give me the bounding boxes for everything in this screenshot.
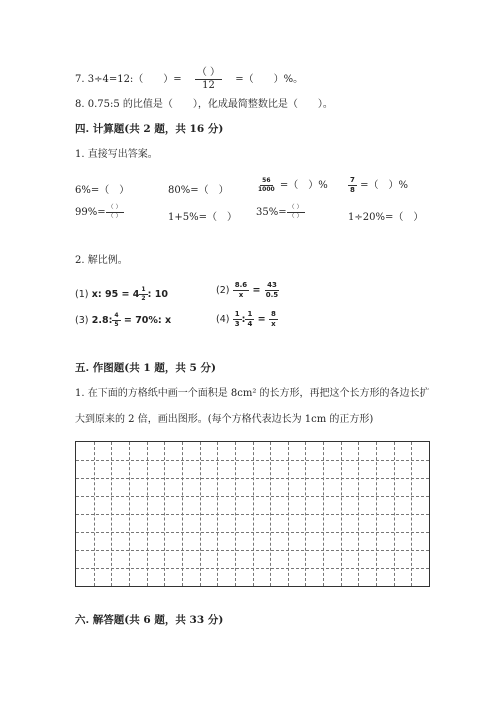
fraction-denominator: 5 <box>114 321 119 328</box>
proportion-label: (1) <box>75 289 89 300</box>
blank-fraction <box>287 205 305 220</box>
section-6-title: 六. 解答题(共 6 题，共 33 分) <box>75 614 224 626</box>
fraction-numerator: 1 <box>141 286 146 293</box>
question-7-tail: =（ ）%。 <box>235 74 304 85</box>
equals-sign: = <box>257 314 266 325</box>
section-5-q1-line2: 大到原来的 2 倍，画出图形。(每个方格代表边长为 1cm 的正方形) <box>75 414 374 425</box>
fraction-4-over-5 <box>112 313 120 328</box>
fraction-numerator: 4 <box>114 312 119 319</box>
fraction-denominator: 0.5 <box>265 291 279 299</box>
question-8: 8. 0.75:5 的比值是（ ），化成最简整数比是（ ）。 <box>75 99 333 110</box>
proportion-lead: 2.8: <box>91 315 113 326</box>
fraction-denominator: 1000 <box>258 186 275 193</box>
ratio-colon: : <box>241 314 246 325</box>
calc-item-35-percent <box>256 205 305 220</box>
fraction-numerator: 1 <box>247 310 253 318</box>
blank-fraction <box>106 205 124 220</box>
proportion-label: (4) <box>216 314 230 325</box>
equals-sign: = <box>252 285 261 296</box>
fraction-43-over-0.5 <box>264 282 280 299</box>
proportion-label: (2) <box>216 285 230 296</box>
calc-item-lead: 35%= <box>256 207 287 218</box>
question-7-text: 7. 3÷4=12:（ ）= <box>75 74 182 85</box>
calc-item-56-over-1000 <box>256 176 328 193</box>
fraction-numerator: （ ） <box>288 204 303 211</box>
calc-item-80-percent: 80%=（ ） <box>168 185 229 196</box>
section-5-q1-line1: 1. 在下面的方格纸中画一个面积是 8cm² 的长方形，再把这个长方形的各边长扩 <box>75 388 430 399</box>
section-5-title: 五. 作图题(共 1 题，共 5 分) <box>75 362 216 374</box>
calc-item-6-percent: 6%=（ ） <box>75 185 130 196</box>
grid-line-horizontal <box>76 550 429 551</box>
fraction-numerator: （ ） <box>107 204 122 211</box>
section-4-title: 四. 计算题(共 2 题，共 16 分) <box>75 123 224 135</box>
grid-paper[interactable] <box>75 441 430 587</box>
fraction-numerator: 43 <box>267 281 277 289</box>
grid-line-horizontal <box>76 514 429 515</box>
fraction-denominator: 2 <box>141 295 146 302</box>
fraction-numerator: 8.6 <box>234 281 248 289</box>
fraction-numerator: 56 <box>262 177 271 184</box>
calc-item-tail: =（ ）% <box>360 180 408 191</box>
fraction-denominator: 3 <box>234 320 240 328</box>
fraction-numerator: 8 <box>270 310 276 318</box>
calc-item-tail: =（ ）% <box>279 180 328 191</box>
grid-line-horizontal <box>76 568 429 569</box>
fraction-denominator: （ ） <box>288 213 303 220</box>
question-7-fraction <box>195 68 222 91</box>
grid-line-horizontal <box>76 478 429 479</box>
grid-line-horizontal <box>76 532 429 533</box>
question-7 <box>75 68 303 91</box>
fraction-8.6-over-x <box>233 282 249 299</box>
grid-line-horizontal <box>76 460 429 461</box>
fraction-numerator: 7 <box>350 176 355 184</box>
section-4-q1-title: 1. 直接写出答案。 <box>75 149 158 160</box>
proportion-tail: : 10 <box>147 289 168 300</box>
proportion-lead: x: 95 = 4 <box>91 289 140 300</box>
fraction-denominator: 8 <box>350 186 355 194</box>
grid-line-horizontal <box>76 496 429 497</box>
section-4-q2-title: 2. 解比例。 <box>75 255 128 266</box>
fraction-56-1000 <box>256 178 277 193</box>
calc-item-1-div-20-percent: 1÷20%=（ ） <box>348 212 424 223</box>
fraction-denominator: 12 <box>202 80 215 91</box>
calc-item-lead: 99%= <box>75 207 106 218</box>
calc-item-7-over-8 <box>348 176 408 194</box>
fraction-denominator: 4 <box>247 320 253 328</box>
fraction-numerator: （ ） <box>196 67 221 78</box>
proportion-1 <box>75 287 168 302</box>
fraction-denominator: x <box>271 320 276 328</box>
fraction-denominator: x <box>238 291 244 299</box>
fraction-8-over-x <box>269 311 278 328</box>
proportion-2 <box>216 282 280 299</box>
calc-item-1-plus-5-percent: 1+5%=（ ） <box>168 212 237 223</box>
calc-item-99-percent <box>75 205 124 220</box>
proportion-3 <box>75 313 171 328</box>
fraction-1-over-3 <box>233 311 242 328</box>
fraction-numerator: 1 <box>234 310 240 318</box>
proportion-4 <box>216 311 278 328</box>
fraction-denominator: （ ） <box>107 213 122 220</box>
proportion-tail: = 70%: x <box>123 315 172 326</box>
fraction-1-over-4 <box>245 311 254 328</box>
proportion-label: (3) <box>75 315 89 326</box>
fraction-7-8 <box>348 177 357 194</box>
mixed-fraction <box>139 287 147 302</box>
